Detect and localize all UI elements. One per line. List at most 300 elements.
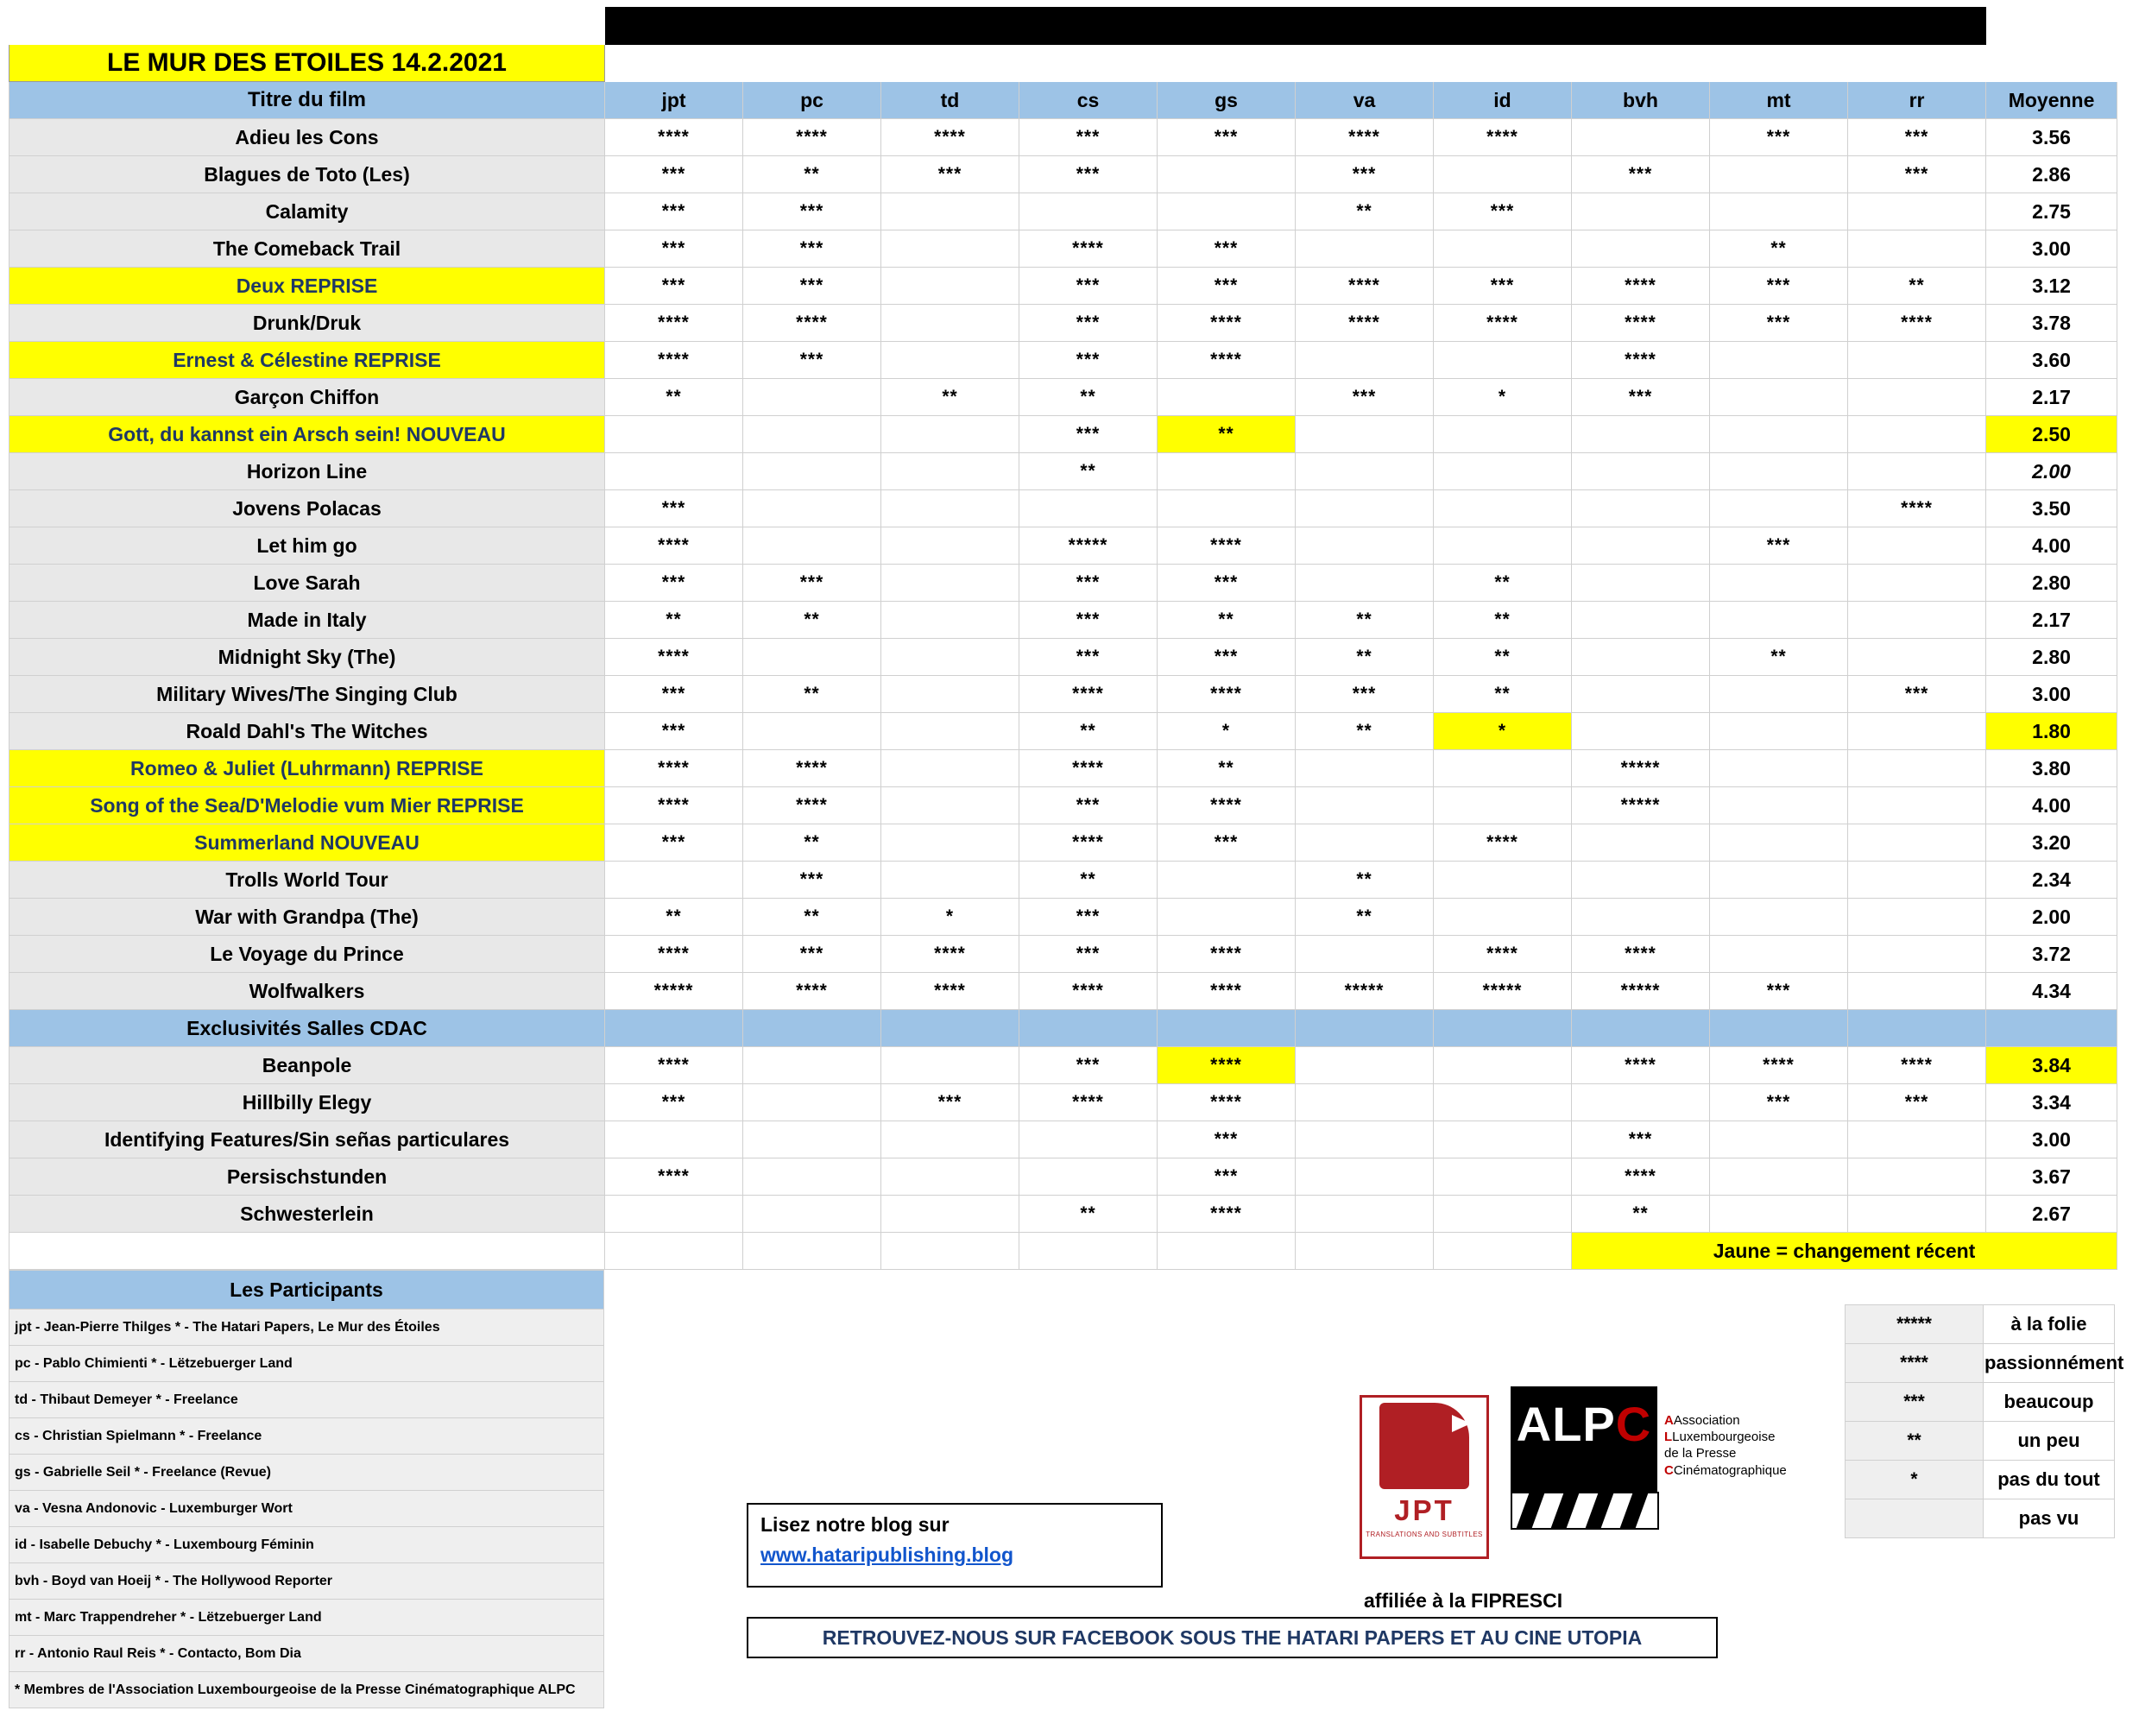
column-header-rr: rr [1848,82,1986,119]
rating-cell-jpt [605,1196,743,1233]
rating-cell-jpt: *** [605,676,743,713]
rating-cell-bvh [1572,862,1710,899]
rating-cell-rr [1848,416,1986,453]
alpc-logo-text: ALPC [1516,1397,1652,1451]
rating-cell-td [881,193,1019,230]
rating-cell-jpt [605,862,743,899]
participant-item: gs - Gabrielle Seil * - Freelance (Revue) [9,1455,604,1491]
rating-cell-va [1296,416,1434,453]
legend-row-blank [1296,1233,1434,1270]
section-header-filler [1572,1010,1710,1047]
rating-cell-rr [1848,453,1986,490]
film-title-cell: Summerland NOUVEAU [9,824,605,862]
rating-cell-id: *** [1434,268,1572,305]
rating-cell-va: ** [1296,899,1434,936]
rating-cell-mt: *** [1710,305,1848,342]
average-cell: 2.80 [1986,565,2117,602]
rating-cell-pc [743,1047,881,1084]
affiliation-text: affiliée à la FIPRESCI [1364,1589,1563,1612]
rating-cell-rr [1848,713,1986,750]
rating-cell-rr [1848,602,1986,639]
rating-cell-rr [1848,787,1986,824]
rating-cell-pc: **** [743,787,881,824]
footer-area [9,1270,2124,1736]
average-cell: 3.20 [1986,824,2117,862]
table-row [9,268,2117,305]
rating-cell-rr: **** [1848,305,1986,342]
rating-cell-id [1434,750,1572,787]
film-title-cell: Deux REPRISE [9,268,605,305]
film-title-cell: Love Sarah [9,565,605,602]
scale-label: un peu [1984,1422,2115,1461]
banner-filler [1434,45,1572,82]
rating-cell-td [881,565,1019,602]
table-row [9,1084,2117,1121]
scale-stars: *** [1846,1383,1984,1422]
average-cell: 3.80 [1986,750,2117,787]
column-header-bvh: bvh [1572,82,1710,119]
rating-cell-gs [1158,453,1296,490]
rating-cell-rr: **** [1848,490,1986,527]
film-title-cell: Horizon Line [9,453,605,490]
scale-label: pas vu [1984,1499,2115,1538]
table-row [9,379,2117,416]
rating-cell-td: **** [881,119,1019,156]
average-cell: 4.00 [1986,787,2117,824]
rating-cell-pc: ** [743,156,881,193]
rating-cell-cs: **** [1019,1084,1158,1121]
table-row [9,1158,2117,1196]
average-cell: 2.67 [1986,1196,2117,1233]
rating-cell-gs: ** [1158,750,1296,787]
rating-cell-td [881,787,1019,824]
film-title-cell: Wolfwalkers [9,973,605,1010]
rating-cell-td [881,416,1019,453]
rating-cell-jpt [605,1121,743,1158]
rating-cell-mt [1710,787,1848,824]
rating-cell-cs: *** [1019,936,1158,973]
rating-cell-va [1296,787,1434,824]
rating-cell-pc [743,527,881,565]
rating-cell-jpt: ***** [605,973,743,1010]
rating-cell-va [1296,527,1434,565]
rating-cell-mt [1710,899,1848,936]
rating-cell-jpt: **** [605,119,743,156]
rating-cell-bvh: **** [1572,342,1710,379]
film-title-cell: Persischstunden [9,1158,605,1196]
rating-cell-cs: **** [1019,824,1158,862]
average-cell: 2.80 [1986,639,2117,676]
column-header-moyenne: Moyenne [1986,82,2117,119]
rating-cell-td: * [881,899,1019,936]
rating-cell-jpt: *** [605,230,743,268]
rating-cell-bvh [1572,639,1710,676]
average-cell: 2.75 [1986,193,2117,230]
column-header-td: td [881,82,1019,119]
rating-cell-pc [743,379,881,416]
rating-cell-va: **** [1296,268,1434,305]
sheet-title: LE MUR DES ETOILES 14.2.2021 [9,45,605,82]
rating-cell-gs: **** [1158,1196,1296,1233]
banner-filler [1158,45,1296,82]
rating-cell-id: ** [1434,565,1572,602]
table-row [9,862,2117,899]
average-cell: 2.17 [1986,602,2117,639]
rating-cell-pc: *** [743,936,881,973]
rating-cell-va [1296,936,1434,973]
rating-cell-pc: ** [743,676,881,713]
rating-cell-mt [1710,1196,1848,1233]
column-header-title: Titre du film [9,82,605,119]
average-cell: 2.17 [1986,379,2117,416]
rating-cell-cs [1019,1121,1158,1158]
rating-cell-jpt: *** [605,268,743,305]
rating-cell-mt [1710,379,1848,416]
rating-cell-va [1296,1084,1434,1121]
scale-stars: **** [1846,1344,1984,1383]
rating-cell-td [881,824,1019,862]
rating-cell-rr: **** [1848,1047,1986,1084]
average-cell: 3.12 [1986,268,2117,305]
alpc-word-3: de la Presse [1664,1446,1737,1461]
rating-cell-id [1434,787,1572,824]
rating-cell-jpt: **** [605,1158,743,1196]
rating-cell-td: *** [881,1084,1019,1121]
rating-cell-jpt: **** [605,527,743,565]
rating-cell-td [881,1196,1019,1233]
rating-cell-td [881,1158,1019,1196]
rating-cell-va [1296,453,1434,490]
rating-cell-mt [1710,1121,1848,1158]
rating-cell-va: ***** [1296,973,1434,1010]
rating-cell-jpt [605,416,743,453]
rating-cell-bvh [1572,713,1710,750]
rating-cell-rr [1848,565,1986,602]
rating-cell-mt [1710,676,1848,713]
rating-cell-va: *** [1296,156,1434,193]
table-row [9,602,2117,639]
film-title-cell: Beanpole [9,1047,605,1084]
rating-cell-pc [743,639,881,676]
rating-cell-cs: ** [1019,1196,1158,1233]
table-row [9,899,2117,936]
rating-cell-cs [1019,193,1158,230]
column-header-jpt: jpt [605,82,743,119]
rating-cell-td [881,676,1019,713]
rating-cell-mt [1710,416,1848,453]
rating-cell-bvh: **** [1572,268,1710,305]
rating-cell-id [1434,527,1572,565]
rating-cell-td [881,305,1019,342]
rating-cell-td [881,490,1019,527]
rating-cell-cs: **** [1019,973,1158,1010]
jpt-logo [1360,1395,1489,1559]
rating-cell-gs: *** [1158,1158,1296,1196]
rating-cell-td: *** [881,156,1019,193]
rating-cell-td [881,453,1019,490]
rating-cell-va: *** [1296,379,1434,416]
blog-link[interactable]: www.hataripublishing.blog [760,1543,1014,1566]
rating-cell-bvh: **** [1572,305,1710,342]
rating-cell-bvh [1572,1084,1710,1121]
film-title-cell: Made in Italy [9,602,605,639]
rating-cell-pc: **** [743,119,881,156]
rating-scale-legend [1845,1304,2124,1538]
film-title-cell: Jovens Polacas [9,490,605,527]
rating-cell-mt [1710,193,1848,230]
rating-cell-jpt: **** [605,342,743,379]
average-cell: 3.00 [1986,1121,2117,1158]
rating-cell-cs: ** [1019,713,1158,750]
rating-cell-id: **** [1434,824,1572,862]
rating-cell-va: **** [1296,305,1434,342]
rating-cell-jpt: *** [605,1084,743,1121]
rating-cell-mt [1710,156,1848,193]
rating-cell-cs: *** [1019,899,1158,936]
rating-cell-jpt: **** [605,305,743,342]
rating-cell-id [1434,1158,1572,1196]
rating-cell-cs: ** [1019,453,1158,490]
rating-cell-td: **** [881,973,1019,1010]
rating-cell-rr [1848,824,1986,862]
rating-cell-va: ** [1296,862,1434,899]
rating-cell-gs: *** [1158,565,1296,602]
rating-cell-bvh [1572,602,1710,639]
rating-cell-id: * [1434,379,1572,416]
rating-cell-bvh [1572,193,1710,230]
rating-cell-cs: **** [1019,676,1158,713]
rating-cell-gs [1158,490,1296,527]
rating-cell-va: ** [1296,602,1434,639]
rating-cell-id [1434,156,1572,193]
rating-cell-pc: *** [743,565,881,602]
film-title-cell: Identifying Features/Sin señas particulares [9,1121,605,1158]
rating-cell-bvh: ***** [1572,973,1710,1010]
scale-label: passionnément [1984,1344,2115,1383]
film-title-cell: Military Wives/The Singing Club [9,676,605,713]
rating-cell-td [881,862,1019,899]
rating-cell-cs: *** [1019,119,1158,156]
table-row [9,1121,2117,1158]
rating-cell-bvh [1572,490,1710,527]
top-gap-left [9,8,605,45]
rating-cell-id [1434,1084,1572,1121]
top-gap-right [1986,8,2117,45]
section-header-filler [1158,1010,1296,1047]
rating-cell-mt [1710,1158,1848,1196]
participant-item: cs - Christian Spielmann * - Freelance [9,1418,604,1455]
rating-cell-gs: *** [1158,119,1296,156]
film-title-cell: Let him go [9,527,605,565]
rating-cell-pc: ** [743,899,881,936]
rating-cell-id: ** [1434,639,1572,676]
legend-row-blank [743,1233,881,1270]
rating-cell-id [1434,416,1572,453]
rating-cell-gs: **** [1158,1047,1296,1084]
rating-cell-va [1296,490,1434,527]
jpt-logo-subtitle: TRANSLATIONS AND SUBTITLES [1366,1531,1483,1538]
table-row [9,639,2117,676]
rating-cell-va: ** [1296,713,1434,750]
rating-cell-pc: *** [743,862,881,899]
rating-cell-rr: ** [1848,268,1986,305]
rating-cell-rr: *** [1848,676,1986,713]
average-cell: 4.34 [1986,973,2117,1010]
film-title-cell: Schwesterlein [9,1196,605,1233]
participants-header: Les Participants [9,1271,604,1310]
rating-cell-rr [1848,639,1986,676]
table-row [9,973,2117,1010]
section-header-label: Exclusivités Salles CDAC [9,1010,605,1047]
table-row [9,230,2117,268]
rating-cell-jpt: *** [605,156,743,193]
rating-cell-mt [1710,750,1848,787]
rating-cell-bvh [1572,119,1710,156]
average-cell: 3.50 [1986,490,2117,527]
legend-row-blank [1434,1233,1572,1270]
table-row [9,305,2117,342]
rating-cell-cs: *** [1019,268,1158,305]
film-title-cell: Ernest & Célestine REPRISE [9,342,605,379]
scale-stars: * [1846,1461,1984,1499]
section-header-filler [605,1010,743,1047]
average-cell: 3.60 [1986,342,2117,379]
rating-cell-mt: ** [1710,639,1848,676]
rating-cell-bvh: *** [1572,1121,1710,1158]
rating-cell-cs [1019,1158,1158,1196]
participant-item: rr - Antonio Raul Reis * - Contacto, Bom Dia [9,1636,604,1672]
average-cell: 2.34 [1986,862,2117,899]
rating-cell-mt: ** [1710,230,1848,268]
rating-cell-gs [1158,899,1296,936]
rating-cell-id: * [1434,713,1572,750]
table-row [9,1196,2117,1233]
average-cell: 3.56 [1986,119,2117,156]
rating-cell-bvh [1572,453,1710,490]
average-cell: 3.00 [1986,676,2117,713]
rating-cell-va: **** [1296,119,1434,156]
film-title-cell: Hillbilly Elegy [9,1084,605,1121]
column-header-va: va [1296,82,1434,119]
scale-stars: ***** [1846,1305,1984,1344]
rating-cell-va [1296,1047,1434,1084]
rating-cell-id [1434,1196,1572,1233]
rating-cell-pc: **** [743,750,881,787]
participant-item: mt - Marc Trappendreher * - Lëtzebuerger Land [9,1600,604,1636]
rating-cell-bvh: *** [1572,379,1710,416]
rating-cell-mt [1710,862,1848,899]
rating-cell-pc [743,490,881,527]
legend-recent-change: Jaune = changement récent [1572,1233,2117,1270]
rating-cell-td [881,1121,1019,1158]
rating-cell-gs: *** [1158,230,1296,268]
top-black-strip [605,8,1986,45]
rating-cell-bvh: ***** [1572,787,1710,824]
average-cell: 3.84 [1986,1047,2117,1084]
rating-cell-pc [743,1196,881,1233]
rating-cell-va [1296,342,1434,379]
average-cell: 3.67 [1986,1158,2117,1196]
table-row [9,676,2117,713]
rating-cell-gs: *** [1158,268,1296,305]
rating-cell-td [881,750,1019,787]
rating-cell-cs: ** [1019,379,1158,416]
rating-cell-cs: *** [1019,565,1158,602]
alpc-word-4: Cinématographique [1673,1462,1787,1478]
alpc-word-2: Luxembourgeoise [1672,1430,1776,1445]
rating-cell-va: *** [1296,676,1434,713]
ratings-table-body [9,8,2117,1270]
table-row [9,342,2117,379]
average-cell: 2.86 [1986,156,2117,193]
rating-cell-rr [1848,862,1986,899]
rating-cell-va: ** [1296,193,1434,230]
film-title-cell: Trolls World Tour [9,862,605,899]
rating-cell-td [881,639,1019,676]
rating-cell-pc: *** [743,230,881,268]
rating-cell-gs: **** [1158,787,1296,824]
rating-cell-rr [1848,973,1986,1010]
jpt-logo-text: JPT [1394,1494,1454,1526]
rating-cell-td [881,268,1019,305]
participant-item: jpt - Jean-Pierre Thilges * - The Hatari Papers, Le Mur des Étoiles [9,1310,604,1346]
rating-cell-mt [1710,936,1848,973]
rating-cell-gs: **** [1158,676,1296,713]
rating-cell-td: **** [881,936,1019,973]
rating-cell-pc: **** [743,305,881,342]
film-title-cell: Le Voyage du Prince [9,936,605,973]
rating-cell-rr: *** [1848,1084,1986,1121]
rating-cell-rr [1848,1158,1986,1196]
rating-cell-id: **** [1434,119,1572,156]
rating-cell-jpt: **** [605,750,743,787]
rating-cell-mt: *** [1710,527,1848,565]
rating-cell-cs: ***** [1019,527,1158,565]
rating-cell-id [1434,342,1572,379]
rating-cell-pc [743,1121,881,1158]
film-title-cell: Song of the Sea/D'Melodie vum Mier REPRISE [9,787,605,824]
rating-cell-rr [1848,230,1986,268]
film-title-cell: War with Grandpa (The) [9,899,605,936]
rating-cell-va [1296,750,1434,787]
rating-cell-cs: *** [1019,305,1158,342]
rating-cell-bvh: **** [1572,1047,1710,1084]
rating-cell-gs: *** [1158,1121,1296,1158]
rating-cell-rr [1848,527,1986,565]
banner-filler [1848,45,1986,82]
rating-cell-mt: *** [1710,973,1848,1010]
participant-item: pc - Pablo Chimienti * - Lëtzebuerger Land [9,1346,604,1382]
rating-cell-mt [1710,713,1848,750]
table-row [9,490,2117,527]
participants-table [9,1270,604,1708]
rating-cell-pc [743,1158,881,1196]
alpc-word-1: Association [1673,1413,1740,1428]
rating-cell-cs: *** [1019,156,1158,193]
legend-row-blank [1019,1233,1158,1270]
rating-cell-mt: *** [1710,1084,1848,1121]
banner-filler [1986,45,2117,82]
film-title-cell: Calamity [9,193,605,230]
average-cell: 3.34 [1986,1084,2117,1121]
rating-cell-cs: **** [1019,230,1158,268]
rating-cell-cs: *** [1019,1047,1158,1084]
banner-filler [605,45,743,82]
rhino-icon [1379,1403,1469,1489]
section-header-filler [1296,1010,1434,1047]
column-header-id: id [1434,82,1572,119]
rating-cell-jpt: **** [605,1047,743,1084]
